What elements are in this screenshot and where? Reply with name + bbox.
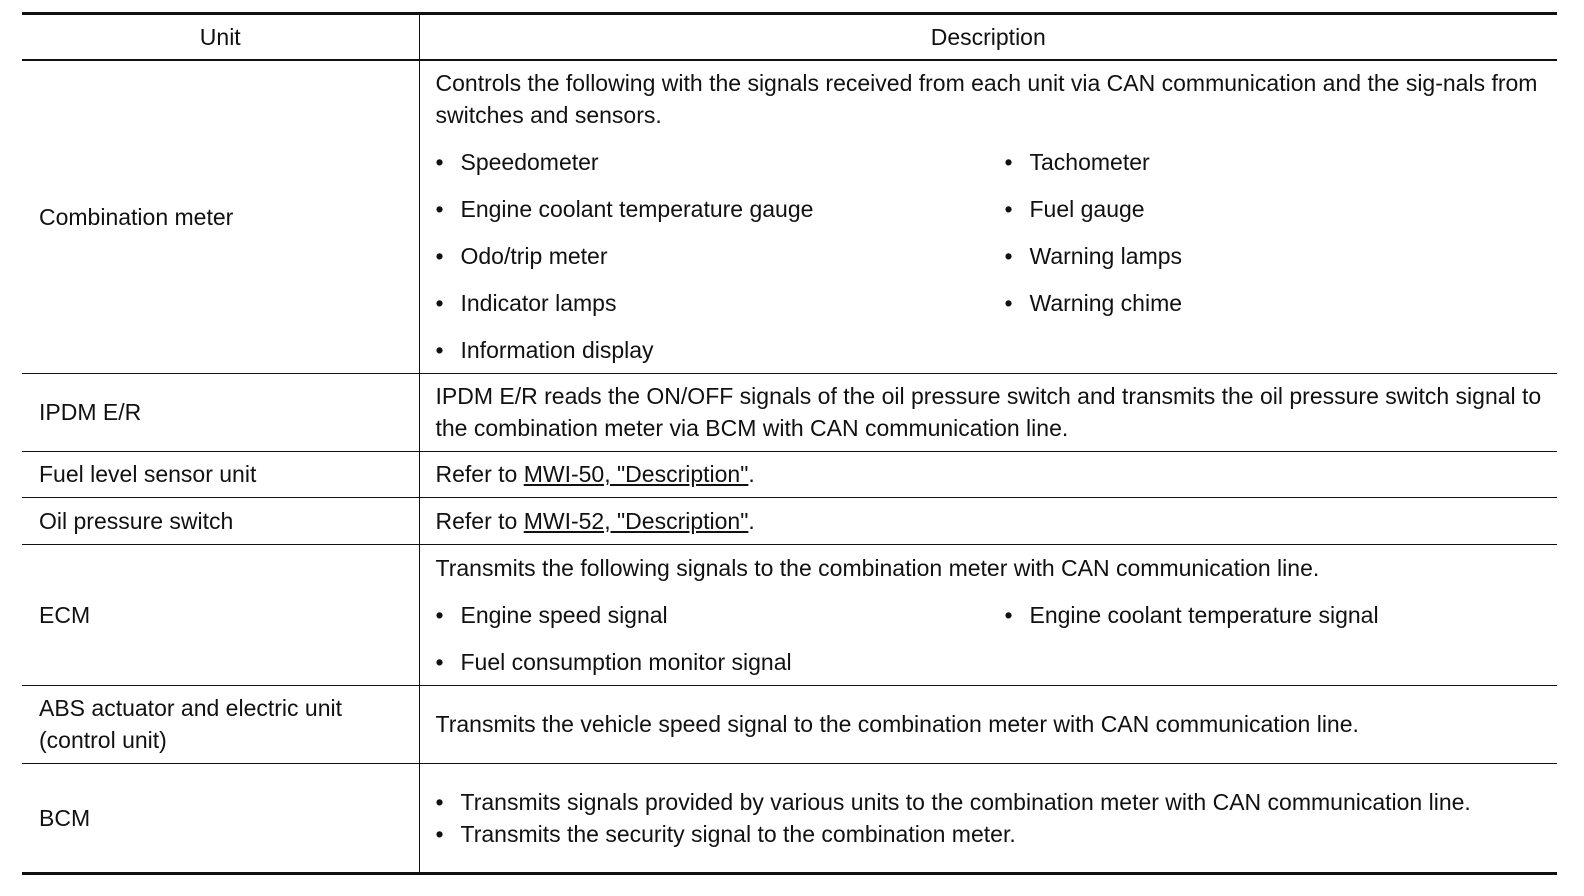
description-cell: [419, 497, 1557, 544]
table-row: [22, 373, 1557, 451]
list-item: • Transmits signals provided by various units to the combination meter with CAN communication line.: [436, 786, 1550, 818]
unit-cell: Oil pressure switch: [22, 497, 419, 544]
list-item: • Indicator lamps: [436, 287, 1005, 319]
description-cell: [419, 60, 1557, 373]
list-item: • Transmits the security signal to the combination meter.: [436, 818, 1550, 850]
description-cell: [419, 451, 1557, 497]
list-item: • Fuel consumption monitor signal: [436, 646, 1005, 678]
description-cell: [419, 373, 1557, 451]
refer-suffix: .: [748, 461, 755, 487]
bullet-list: [436, 146, 1550, 366]
unit-cell: BCM: [22, 763, 419, 873]
list-item: • Tachometer: [1005, 146, 1550, 178]
table-row: [22, 685, 1557, 763]
description-cell: [419, 544, 1557, 685]
list-item: • Warning lamps: [1005, 240, 1550, 272]
description-cell: [419, 685, 1557, 763]
header-description: Description: [930, 23, 1046, 50]
unit-cell: Fuel level sensor unit: [22, 451, 419, 497]
list-item: • Engine speed signal: [436, 599, 1005, 631]
table-row: [22, 451, 1557, 497]
table-row: [22, 763, 1557, 873]
list-item: • Engine coolant temperature gauge: [436, 193, 1005, 225]
table-row: [22, 544, 1557, 685]
refer-prefix: Refer to: [435, 461, 524, 487]
unit-cell: ECM: [22, 544, 419, 685]
reference-link[interactable]: MWI-50, "Description": [523, 461, 749, 487]
list-item: • Speedometer: [436, 146, 1005, 178]
list-item: • Odo/trip meter: [436, 240, 1005, 272]
unit-cell: ABS actuator and electric unit (control unit): [22, 685, 419, 763]
description-intro: Controls the following with the signals received from each unit via CAN communication and the sig-nals from switches and sensors.: [435, 70, 1538, 129]
list-item: • Engine coolant temperature signal: [1005, 599, 1550, 631]
unit-cell: IPDM E/R: [22, 373, 419, 451]
refer-prefix: Refer to: [435, 507, 524, 534]
unit-description-table: [22, 12, 1557, 875]
list-item: • Fuel gauge: [1005, 193, 1550, 225]
unit-description-table-container: [22, 12, 1557, 875]
description-cell: [419, 763, 1557, 873]
header-unit: Unit: [22, 14, 419, 61]
reference-link[interactable]: MWI-52, "Description": [523, 507, 749, 534]
list-item: • Warning chime: [1005, 287, 1550, 319]
unit-cell: Combination meter: [22, 60, 419, 373]
table-row: [22, 60, 1557, 373]
description-intro: Transmits the following signals to the combination meter with CAN communication line.: [435, 554, 1320, 581]
list-item: • Information display: [436, 334, 1005, 366]
description-text: Transmits the vehicle speed signal to the combination meter with CAN communication line.: [435, 711, 1359, 737]
table-header-row: [22, 14, 1557, 61]
refer-suffix: .: [748, 507, 755, 534]
bullet-list: [436, 599, 1550, 678]
description-text: IPDM E/R reads the ON/OFF signals of the oil pressure switch and transmits the oil pressure switch signal to the combination meter via BCM with CAN communication line.: [435, 383, 1542, 441]
table-row: [22, 497, 1557, 544]
